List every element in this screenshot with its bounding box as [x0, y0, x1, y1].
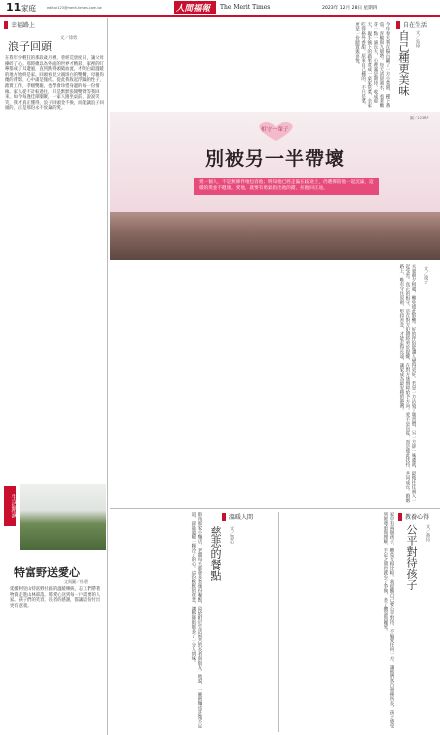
banner-crowd [110, 212, 440, 260]
top-body: 今年春天我在陽台闢了一方小菜園，種下番茄、青椒與九層塔。每天清晨澆水，看著嫩芽一點一滴長大，心裡滿是期待。收成那天，親手摘下的蔬果煮成一桌家常菜，全家吃得格外香甜。原來自己種的，不只是菜，更是一份踏實與喜悅。 [354, 22, 390, 108]
issue-date: 2023年 12月 28日 星期四 [322, 6, 378, 11]
left-section-label: 幸福路上 [11, 22, 36, 29]
header-rule [0, 15, 440, 17]
br-body: 家中有兩個孩子，難免互相比較。我提醒自己要公平對待，不偏愛任何一方，讓他們各自發揮所長。孩子感受到被尊重與理解，手足之間也就少了爭執，多了體諒與關愛。 [382, 512, 394, 728]
ad-box [4, 484, 106, 732]
left-author: 文／徐勇 [60, 36, 78, 41]
left-title: 浪子回頭 [8, 40, 52, 53]
editor-email: editor123@merit-times.com.tw [47, 6, 102, 10]
ad-title: 特富野送愛心 [14, 566, 80, 579]
bc-section-label: 溫暖人間 [229, 514, 254, 521]
heart-icon [250, 120, 302, 142]
bc-body: 街角那家小麵店，老闆每天都會多煮幾份餐點，留給附近生活困苦的長者與街友。他說，一碗熱麵也許微不足道，卻能溫暖一顆冷了的心。這份默默的慈悲，讓整條街都多了一分人情味。 [190, 512, 202, 728]
masthead-logo [174, 1, 216, 14]
left-section-bar [4, 20, 35, 29]
bc-author: 文／慧心 [229, 526, 234, 544]
br-author: 文／黃玲 [425, 524, 430, 542]
bottom-divider-top [110, 508, 440, 509]
ad-vertical-label: 生活點滴 [4, 486, 16, 526]
section-marker [4, 21, 8, 29]
section-marker [398, 513, 402, 521]
page-header [0, 0, 440, 16]
page-number: 11 [6, 1, 22, 14]
ad-body: 延續阿里山特富野社區的溫暖傳統，志工們帶著物資走進山林部落，將愛心送到每一戶需要的人家。孩子們的笑容，長者的感謝，都讓這份付出更有意義。 [10, 587, 101, 609]
br-section-label: 教養心得 [405, 514, 430, 521]
left-body: 在我年少輕狂的那段歲月裡，曾經荒唐度日，讓父母操碎了心。那時總以為外面的世界才精彩，家裡的叮嚀都成了耳邊風，直到跌得頭破血流，才明白最溫暖的地方始終是家。回頭看見父親斑白的雙鬢，母親佝僂的背影，心中滿是愧疚。從此我收起浮躁的性子，踏實工作，孝順雙親，也學會珍惜身邊的每一份情緣。家人從不計較過往，只是默默張開雙臂等我回來。如今每逢佳節團聚，一家人圍坐桌前，說說笑笑，我才真正懂得，浪子回頭金不換，而能讓浪子回頭的，正是那份永不放棄的愛。 [5, 56, 104, 112]
masthead-cn: 人間福報 [176, 4, 211, 14]
masthead-en: The Merit Times [220, 4, 271, 11]
section-name: 家庭 [21, 4, 36, 13]
banner-kicker: 相守一輩子 [261, 127, 289, 133]
mid-author: 文／凌子 [423, 266, 428, 284]
section-marker [222, 513, 226, 521]
top-author: 文／吳珍 [415, 30, 420, 48]
left-col-divider [107, 18, 108, 735]
br-divider [278, 512, 279, 732]
mid-body: 夫妻朝夕相處，難免彼此影響。好的伴侶能讓人變得更好，若是一方沾染了壞習慣，另一方卻一味遷就，最後往往兩人一起受害。真正的相守，是在對方犯錯時勇於提醒，在對方迷惘時給予方向。愛不是盲從，而是彼此扶持，共同成長。婚姻路上，唯有守住原則、堅持善念，才能走得長遠，讓家成為最安穩的港灣。 [398, 264, 416, 503]
banner-image [110, 112, 440, 260]
br-title: 公平對待孩子 [405, 524, 418, 590]
top-section-label: 自在生活 [403, 22, 428, 29]
section-marker [396, 21, 400, 29]
top-section-bar [396, 20, 427, 29]
ad-author: 文與圖／杜碧 [64, 579, 88, 584]
banner-title: 別被另一半帶壞 [204, 148, 345, 170]
banner-caption: 愛一個人，不是無條件地包容他；明知他已經走偏在歧途上，仍選擇陪他一起沉淪，這樣的愛並不健康。愛他，就要有勇氣指出他的錯，拉他回正途。 [194, 178, 379, 195]
ad-photo [20, 484, 106, 550]
br-section-bar [398, 512, 429, 521]
bc-section-bar [222, 512, 253, 521]
bc-title: 慈悲的餐點 [209, 526, 222, 581]
top-title: 自己種更美味 [397, 30, 410, 96]
banner-credit: 圖／123RF [410, 116, 429, 120]
